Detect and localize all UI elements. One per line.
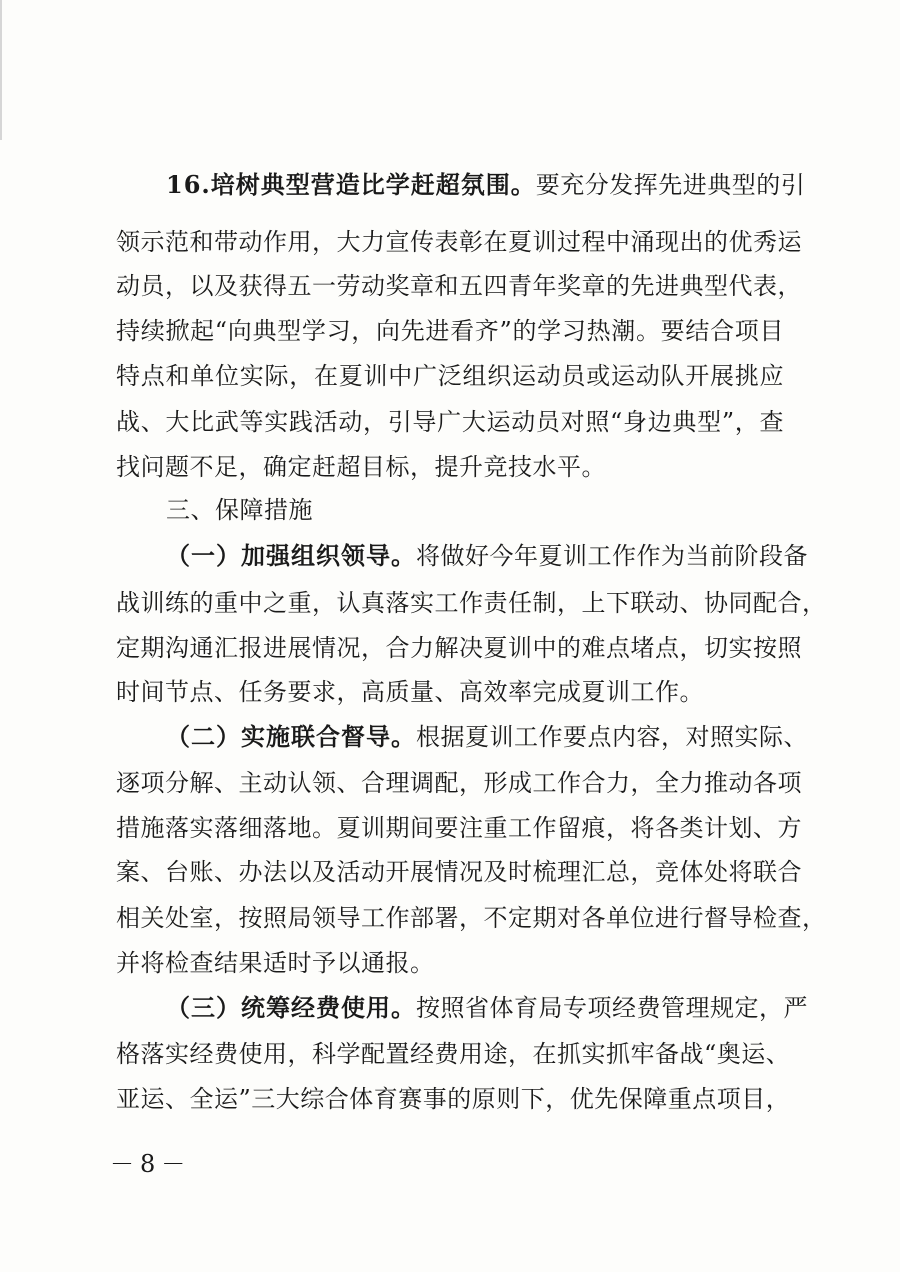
paragraph-heading-2: （二）实施联合督导。 [166,722,416,751]
paragraph-heading-16: 16.培树典型营造比学赶超氛围。 [166,170,536,199]
page-number: －8－ [110,1150,192,1178]
paragraph-text: 将做好今年夏训工作作为当前阶段备 [416,542,808,570]
scan-edge-mark [0,0,2,140]
paragraph-3-line-2: 格落实经费使用，科学配置经费用途，在抓实抓牢备战“奥运、 [116,1040,791,1068]
paragraph-3-line-3: 亚运、全运”三大综合体育赛事的原则下，优先保障重点项目， [116,1085,791,1113]
paragraph-text: 根据夏训工作要点内容，对照实际、 [416,723,808,751]
paragraph-text: 按照省体育局专项经费管理规定，严 [416,994,808,1022]
paragraph-16-line-4: 持续掀起“向典型学习，向先进看齐”的学习热潮。要结合项目 [116,317,784,345]
paragraph-16-line-1 [166,165,806,205]
paragraph-16-line-2: 领示范和带动作用，大力宣传表彰在夏训过程中涌现出的优秀运 [116,228,802,256]
paragraph-2-line-3: 措施落实落细落地。夏训期间要注重工作留痕，将各类计划、方 [116,814,802,842]
paragraph-1-line-1 [166,536,808,576]
paragraph-2-line-2: 逐项分解、主动认领、合理调配，形成工作合力，全力推动各项 [116,769,802,797]
paragraph-16-line-5: 特点和单位实际，在夏训中广泛组织运动员或运动队开展挑应 [116,362,784,390]
paragraph-2-line-6: 并将检查结果适时予以通报。 [116,949,435,977]
paragraph-2-line-4: 案、台账、办法以及活动开展情况及时梳理汇总，竞体处将联合 [116,858,802,886]
paragraph-heading-1: （一）加强组织领导。 [166,541,416,570]
paragraph-1-line-4: 时间节点、任务要求，高质量、高效率完成夏训工作。 [116,678,704,706]
paragraph-heading-3: （三）统筹经费使用。 [166,993,416,1022]
paragraph-2-line-5: 相关处室，按照局领导工作部署，不定期对各单位进行督导检查， [116,904,827,932]
paragraph-16-line-6: 战、大比武等实践活动，引导广大运动员对照“身边典型”，查 [116,408,784,436]
paragraph-1-line-2: 战训练的重中之重，认真落实工作责任制，上下联动、协同配合， [116,589,827,617]
paragraph-1-line-3: 定期沟通汇报进展情况，合力解决夏训中的难点堵点，切实按照 [116,634,802,662]
paragraph-3-line-1 [166,988,808,1028]
paragraph-16-line-7: 找问题不足，确定赶超目标，提升竞技水平。 [116,453,606,481]
paragraph-2-line-1 [166,717,808,757]
paragraph-16-line-3: 动员，以及获得五一劳动奖章和五四青年奖章的先进典型代表， [116,272,802,300]
paragraph-text: 要充分发挥先进典型的引 [535,171,806,199]
section-heading-safeguards: 三、保障措施 [166,496,313,524]
